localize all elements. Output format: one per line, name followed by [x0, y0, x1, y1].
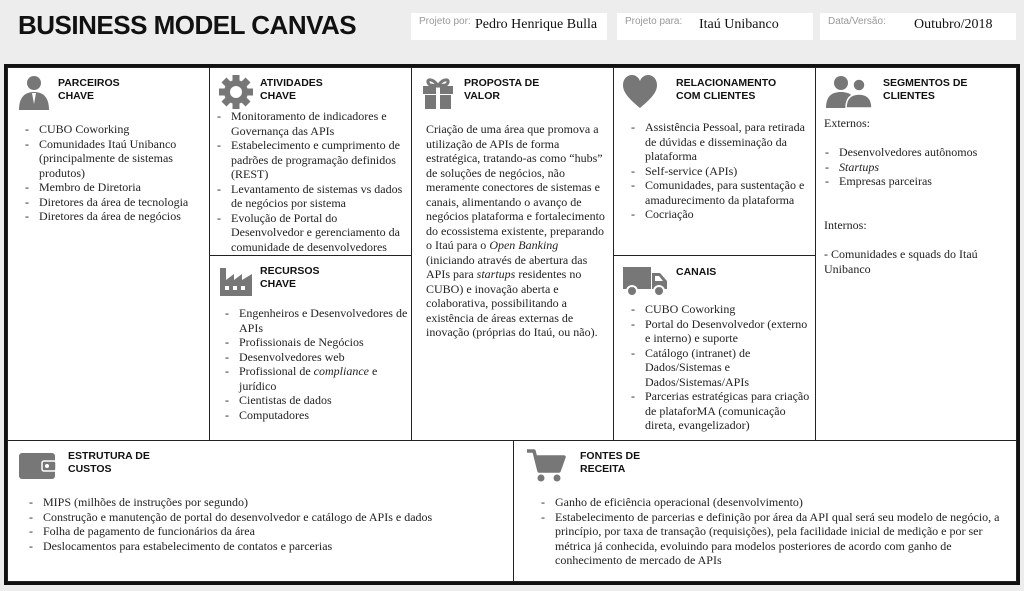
- cell-parceiros-chave: [7, 67, 210, 441]
- data-versao-field[interactable]: [820, 13, 1016, 40]
- recursos-list: [224, 306, 408, 422]
- wallet-icon: [18, 447, 58, 483]
- cell-estrutura-custos: [7, 440, 514, 582]
- list-item: - Diretores da área de negócios: [24, 209, 204, 224]
- projeto-por-field[interactable]: [411, 13, 607, 40]
- gift-icon: [420, 74, 456, 110]
- list-item: - Estabelecimento de parcerias e definição por área da API qual será seu modelo de negócio, a princípio, por taxa de transação (requisições), pela facilidade inicial de medição e por ser métrica já conhecida, evoluindo para modelos posteriores de acordo com ganho de conhecimento de mercado de APIs: [540, 510, 1010, 568]
- list-item: - Cocriação: [630, 207, 814, 222]
- receita-list: [540, 495, 1010, 568]
- list-item: - Folha de pagamento de funcionários da área: [28, 524, 508, 539]
- list-item: - Catálogo (intranet) de Dados/Sistemas e Dados/Sistemas/APIs: [630, 346, 814, 390]
- parceiros-list: [24, 122, 204, 224]
- proposta-text: Criação de uma área que promova a utilização de APIs de forma estratégica, tratando-as como “hubs” de soluções de negócios, não meramente conectores de sistemas e canais, alimentando o avanço de negócios plataforma e fortalecimento do ecossistema existente, preparando o Itaú para o Open Banking (iniciando através de abertura das APIs para startups residentes no CUBO) e inovação aberta e colaborativa, possibilitando a existência de áreas externas de inovação (próprias do Itaú, ou não).: [426, 122, 605, 339]
- gear-icon: [218, 74, 254, 110]
- list-item: - Comunidades Itaú Unibanco (principalmente de sistemas produtos): [24, 137, 204, 181]
- cell-segmentos: [815, 67, 1017, 441]
- list-item: - Profissional de compliance e jurídico: [224, 364, 408, 393]
- segmentos-title: SEGMENTOS DE CLIENTES: [883, 77, 968, 102]
- projeto-por-value: Pedro Henrique Bulla: [475, 17, 598, 32]
- custos-list: [28, 495, 508, 553]
- list-item: - Portal do Desenvolvedor (externo e interno) e suporte: [630, 317, 814, 346]
- list-item: - Empresas parceiras: [824, 174, 1014, 189]
- proposta-title: PROPOSTA DE VALOR: [464, 77, 540, 102]
- cart-icon: [526, 447, 566, 483]
- list-item: - Membro de Diretoria: [24, 180, 204, 195]
- list-item: - Monitoramento de indicadores e Governança das APIs: [216, 109, 408, 138]
- atividades-list: [216, 109, 408, 254]
- list-item: - Diretores da área de tecnologia: [24, 195, 204, 210]
- list-item: - Assistência Pessoal, para retirada de dúvidas e disseminação da plataforma: [630, 120, 814, 164]
- relacionamento-title: RELACIONAMENTO COM CLIENTES: [676, 77, 777, 102]
- recursos-title: RECURSOS CHAVE: [260, 265, 320, 290]
- list-item: - Startups: [824, 160, 1014, 175]
- cell-recursos-chave: [209, 255, 412, 441]
- list-item: - Comunidades, para sustentação e amadurecimento da plataforma: [630, 178, 814, 207]
- relacionamento-list: [630, 120, 814, 222]
- list-item: - Cientistas de dados: [224, 393, 408, 408]
- projeto-para-label: Projeto para:: [625, 16, 683, 27]
- canais-title: CANAIS: [676, 266, 717, 278]
- receita-title: FONTES DE RECEITA: [580, 450, 641, 475]
- list-item: - Ganho de eficiência operacional (desenvolvimento): [540, 495, 1010, 510]
- segmentos-internos-label: Internos:: [824, 218, 867, 232]
- data-versao-value: Outubro/2018: [914, 17, 993, 32]
- segmentos-externos-list: [824, 145, 1014, 189]
- canais-list: [630, 302, 814, 433]
- parceiros-title: PARCEIROS CHAVE: [58, 77, 120, 102]
- cell-fontes-receita: [513, 440, 1017, 582]
- page-title: BUSINESS MODEL CANVAS: [18, 10, 357, 40]
- projeto-por-label: Projeto por:: [419, 16, 471, 27]
- users-icon: [824, 74, 874, 110]
- person-icon: [16, 74, 52, 110]
- list-item: - Self-service (APIs): [630, 164, 814, 179]
- segmentos-externos-label: Externos:: [824, 116, 870, 130]
- business-model-canvas: [4, 64, 1020, 585]
- list-item: - Levantamento de sistemas vs dados de negócios por sistema: [216, 182, 408, 211]
- list-item: - CUBO Coworking: [630, 302, 814, 317]
- list-item: - Desenvolvedores web: [224, 350, 408, 365]
- cell-atividades-chave: [209, 67, 412, 256]
- list-item: - MIPS (milhões de instruções por segundo): [28, 495, 508, 510]
- segmentos-internos-text: - Comunidades e squads do Itaú Unibanco: [824, 247, 978, 276]
- list-item: - CUBO Coworking: [24, 122, 204, 137]
- truck-icon: [622, 262, 668, 298]
- list-item: - Estabelecimento e cumprimento de padrões de programação definidos (REST): [216, 138, 408, 182]
- list-item: - Parcerias estratégicas para criação de plataforMA (comunicação direta, evangelizador): [630, 389, 814, 433]
- projeto-para-value: Itaú Unibanco: [699, 17, 779, 32]
- list-item: - Computadores: [224, 408, 408, 423]
- list-item: - Evolução de Portal do Desenvolvedor e gerenciamento da comunidade de desenvolvedores: [216, 211, 408, 255]
- cell-relacionamento: [613, 67, 816, 256]
- cell-canais: [613, 255, 816, 441]
- projeto-para-field[interactable]: [617, 13, 813, 40]
- custos-title: ESTRUTURA DE CUSTOS: [68, 450, 150, 475]
- heart-icon: [622, 74, 658, 110]
- cell-proposta-valor: [411, 67, 614, 441]
- data-versao-label: Data/Versão:: [828, 16, 886, 27]
- list-item: - Profissionais de Negócios: [224, 335, 408, 350]
- list-item: - Engenheiros e Desenvolvedores de APIs: [224, 306, 408, 335]
- atividades-title: ATIVIDADES CHAVE: [260, 77, 323, 102]
- list-item: - Deslocamentos para estabelecimento de contatos e parcerias: [28, 539, 508, 554]
- list-item: - Construção e manutenção de portal do desenvolvedor e catálogo de APIs e dados: [28, 510, 508, 525]
- factory-icon: [218, 262, 254, 298]
- list-item: - Desenvolvedores autônomos: [824, 145, 1014, 160]
